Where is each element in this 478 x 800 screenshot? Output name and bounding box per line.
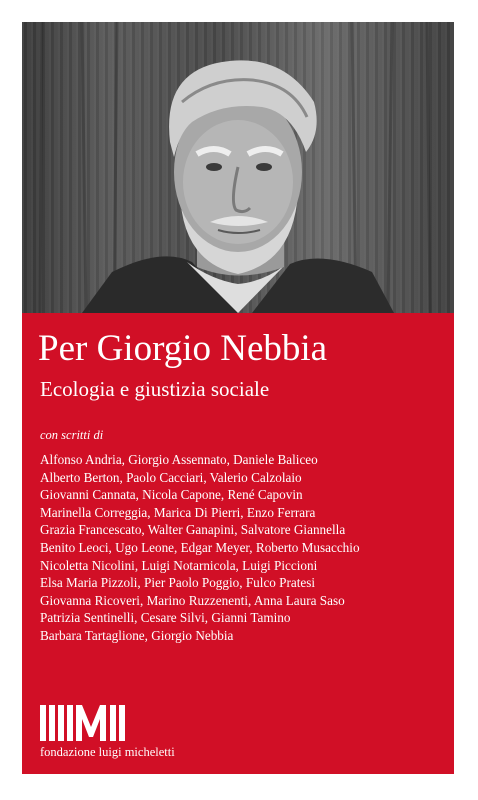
authors-line: Patrizia Sentinelli, Cesare Silvi, Gianni Tamino — [40, 610, 291, 626]
book-cover — [22, 22, 454, 774]
authors-line: Alberto Berton, Paolo Cacciari, Valerio Calzolaio — [40, 469, 302, 485]
book-subtitle: Ecologia e giustizia sociale — [40, 377, 270, 401]
authors-list — [40, 451, 450, 645]
title-panel — [22, 313, 454, 774]
authors-line: Elsa Maria Pizzoli, Pier Paolo Poggio, Fulco Pratesi — [40, 575, 316, 591]
portrait-illustration — [22, 22, 454, 313]
authors-line: Alfonso Andria, Giorgio Assennato, Daniele Baliceo — [40, 452, 318, 467]
logo-m-mark — [76, 705, 106, 741]
publisher-logo — [40, 705, 132, 741]
contributors-label: con scritti di — [40, 428, 104, 442]
authors-line: Grazia Francescato, Walter Ganapini, Salvatore Giannella — [40, 522, 346, 538]
publisher-name: fondazione luigi micheletti — [40, 745, 175, 759]
authors-line: Nicoletta Nicolini, Luigi Notarnicola, Luigi Piccioni — [40, 557, 318, 573]
book-title: Per Giorgio Nebbia — [38, 328, 328, 369]
authors-line: Barbara Tartaglione, Giorgio Nebbia — [40, 627, 234, 643]
authors-line: Benito Leoci, Ugo Leone, Edgar Meyer, Roberto Musacchio — [40, 539, 360, 555]
authors-line: Giovanni Cannata, Nicola Capone, René Capovin — [40, 487, 303, 503]
author-portrait-photo — [22, 22, 454, 313]
authors-line: Marinella Correggia, Marica Di Pierri, Enzo Ferrara — [40, 504, 316, 520]
authors-line: Giovanna Ricoveri, Marino Ruzzenenti, Anna Laura Saso — [40, 592, 345, 608]
